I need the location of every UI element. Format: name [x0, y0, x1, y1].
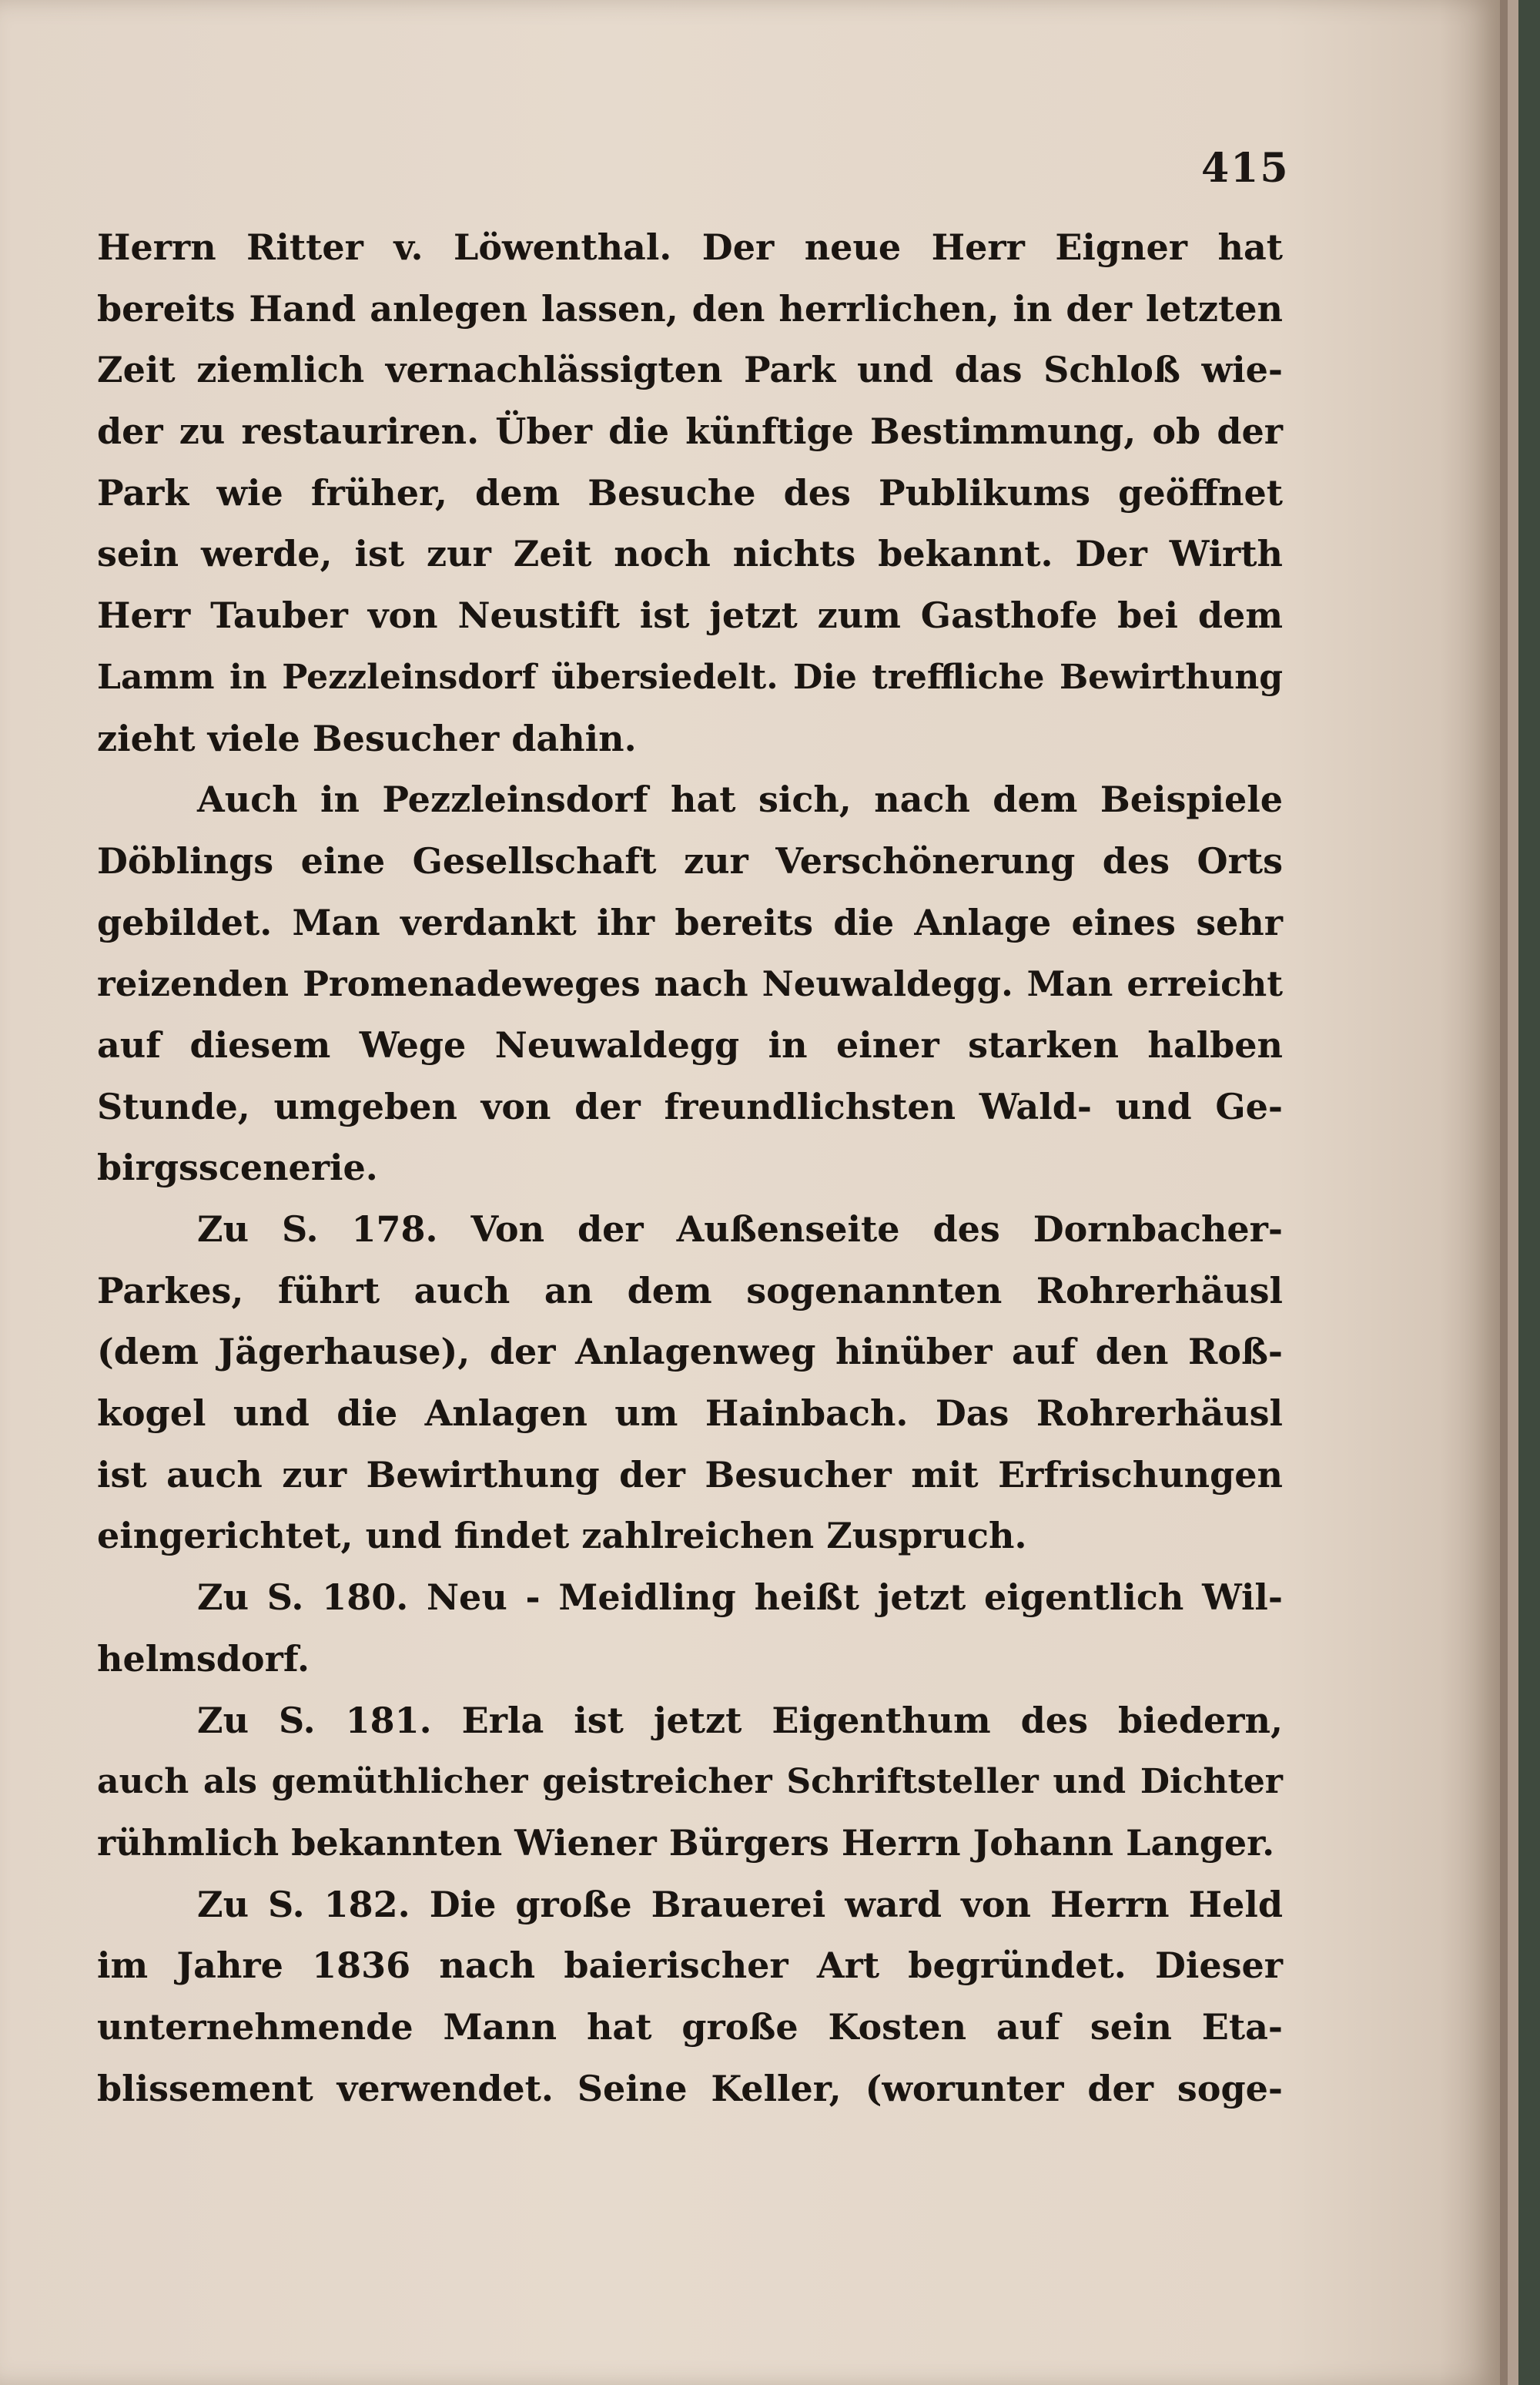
book-cover-edge: [1518, 0, 1540, 2385]
text-line: unternehmende Mann hat große Kosten auf sein Eta-: [97, 2005, 1283, 2048]
page-stack-edge: [1508, 0, 1518, 2385]
text-line: rühmlich bekannten Wiener Bürgers Herrn Johann Langer.: [97, 1821, 1275, 1864]
text-line: Döblings eine Gesellschaft zur Verschönerung des Orts: [97, 839, 1283, 882]
text-line: gebildet. Man verdankt ihr bereits die Anlage eines sehr: [97, 901, 1283, 943]
text-line: Herrn Ritter v. Löwenthal. Der neue Herr Eigner hat: [97, 226, 1283, 268]
text-line: auf diesem Wege Neuwaldegg in einer starken halben: [97, 1023, 1283, 1066]
text-line: helmsdorf.: [97, 1637, 310, 1680]
text-line: Herr Tauber von Neustift ist jetzt zum Gasthofe bei dem: [97, 595, 1283, 637]
text-line: birgsscenerie.: [97, 1147, 378, 1189]
page-edge: [1500, 0, 1508, 2385]
text-line: Stunde, umgeben von der freundlichsten Wald- und Ge-: [97, 1085, 1283, 1127]
text-line: zieht viele Besucher dahin.: [97, 717, 637, 759]
text-line: (dem Jägerhause), der Anlagenweg hinüber auf den Roß-: [97, 1331, 1283, 1373]
text-line: Zeit ziemlich vernachlässigten Park und das Schloß wie-: [97, 349, 1283, 391]
text-line: auch als gemüthlicher geistreicher Schriftsteller und Dichter: [97, 1762, 1283, 1802]
text-line: im Jahre 1836 nach baierischer Art begründet. Dieser: [97, 1945, 1283, 1987]
text-line: Zu S. 182. Die große Brauerei ward von Herrn Held: [197, 1883, 1283, 1925]
text-line: blissement verwendet. Seine Keller, (worunter der soge-: [97, 2067, 1283, 2109]
text-line: ist auch zur Bewirthung der Besucher mit Erfrischungen: [97, 1453, 1283, 1496]
text-line: Lamm in Pezzleinsdorf übersiedelt. Die treffliche Bewirthung: [97, 657, 1283, 697]
text-line: eingerichtet, und findet zahlreichen Zuspruch.: [97, 1515, 1027, 1557]
text-line: kogel und die Anlagen um Hainbach. Das Rohrerhäusl: [97, 1392, 1283, 1435]
page-number: 415: [1201, 145, 1290, 192]
text-line: Park wie früher, dem Besuche des Publikums geöffnet: [97, 471, 1283, 514]
text-line: Auch in Pezzleinsdorf hat sich, nach dem Beispiele: [197, 779, 1283, 821]
body-text: [97, 217, 1283, 2119]
text-line: Zu S. 181. Erla ist jetzt Eigenthum des biedern,: [197, 1699, 1283, 1741]
text-line: Parkes, führt auch an dem sogenannten Rohrerhäusl: [97, 1269, 1283, 1311]
text-line: Zu S. 178. Von der Außenseite des Dornbacher-: [197, 1208, 1283, 1250]
text-line: reizenden Promenadeweges nach Neuwaldegg. Man erreicht: [97, 963, 1283, 1005]
text-line: der zu restauriren. Über die künftige Bestimmung, ob der: [97, 410, 1283, 453]
text-line: sein werde, ist zur Zeit noch nichts bekannt. Der Wirth: [97, 533, 1283, 575]
text-line: Zu S. 180. Neu - Meidling heißt jetzt eigentlich Wil-: [197, 1576, 1283, 1619]
text-line: bereits Hand anlegen lassen, den herrlichen, in der letzten: [97, 287, 1283, 330]
